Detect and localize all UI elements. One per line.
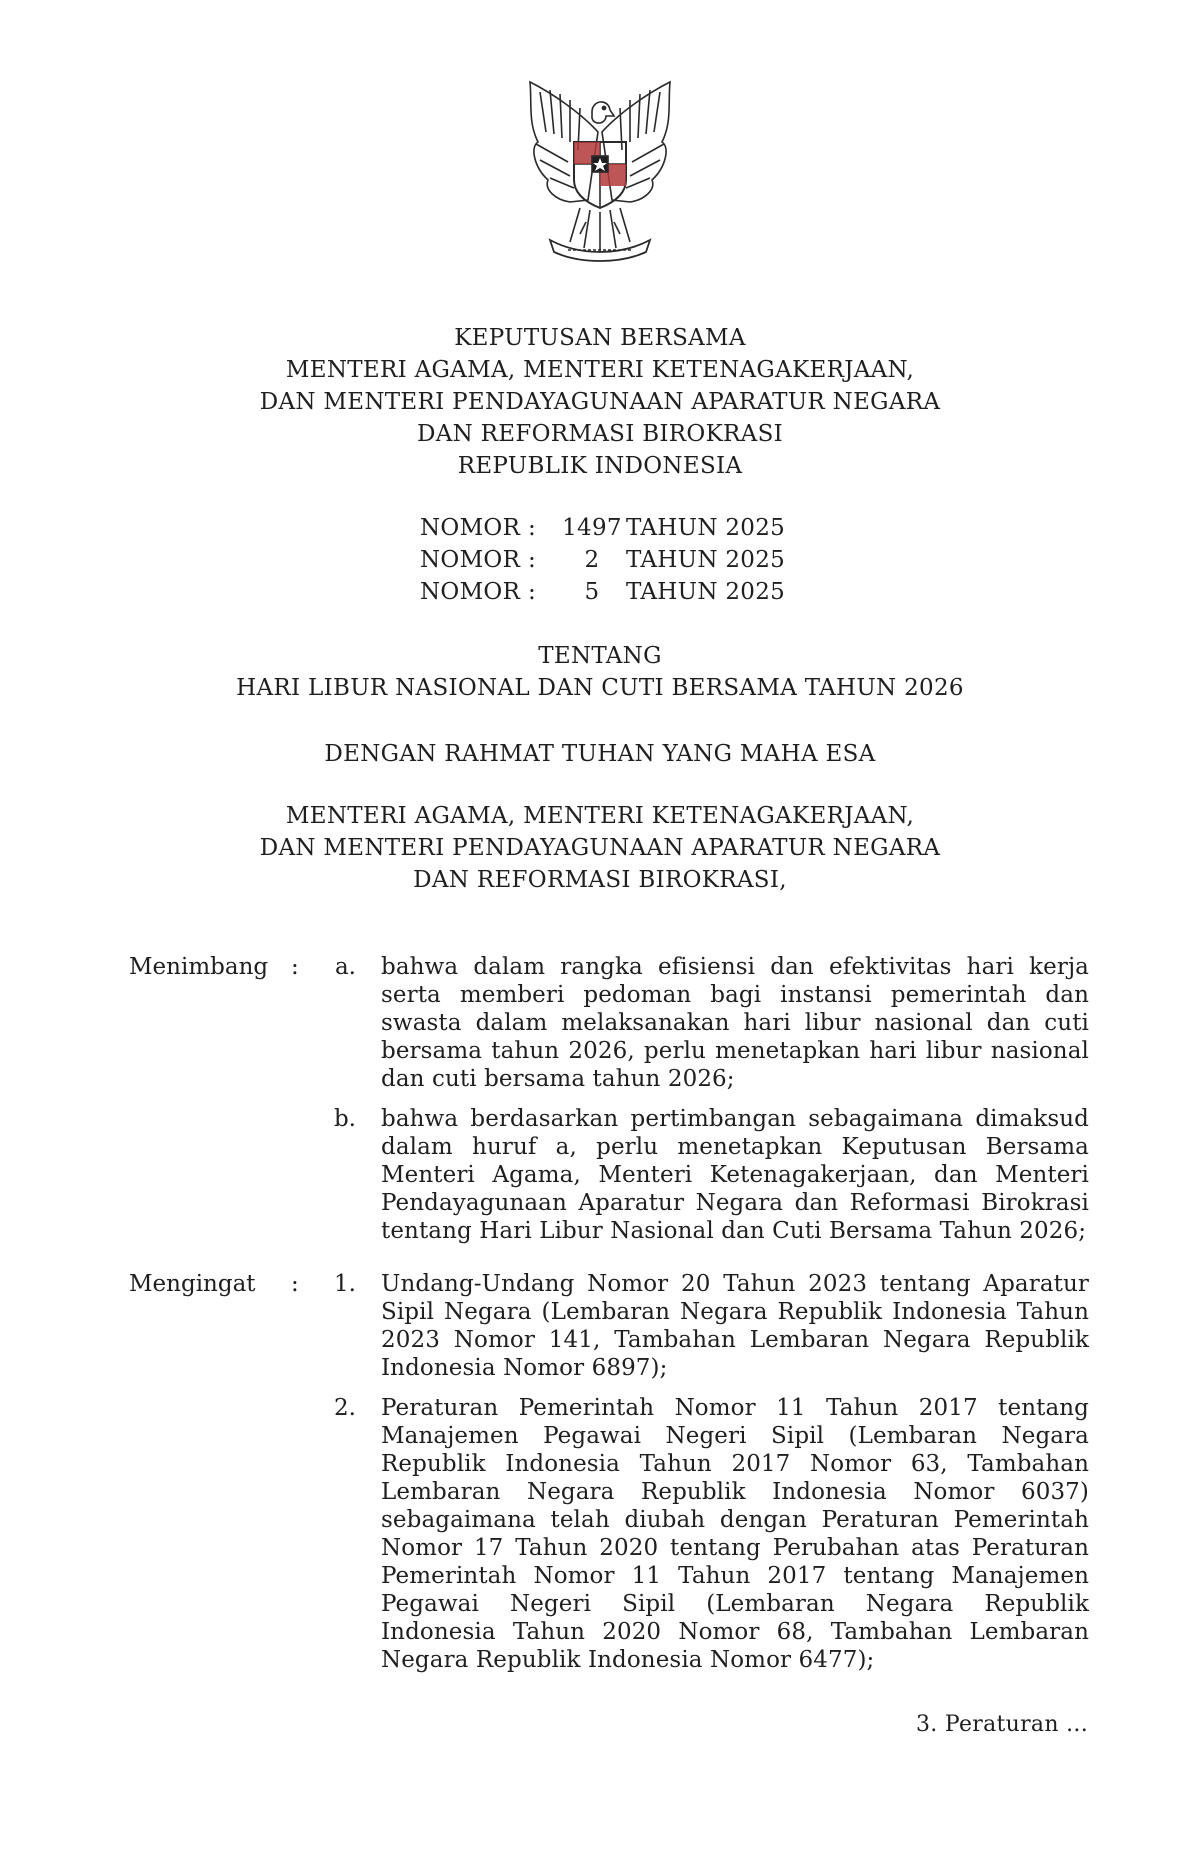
item-text: Peraturan Pemerintah Nomor 11 Tahun 2017 tentang Manajemen Pegawai Negeri Sipil (Lembaran Negara Republik Indonesia Tahun 2017 Nomor 63, Tambahan Lembaran Negara Republik Indonesia Nomor 6037) sebagaimana telah diubah dengan Peraturan Pemerintah Nomor 17 Tahun 2020 tentang Perubahan atas Peraturan Pemerintah Nomor 11 Tahun 2017 tentang Manajemen Pegawai Negeri Sipil (Lembaran Negara Republik Indonesia Tahun 2020 Nomor 68, Tambahan Lembaran Negara Republik Indonesia Nomor 6477); [381,1395,1089,1673]
nomor-year: TAHUN 2025 [626,515,786,541]
nomor-year: TAHUN 2025 [626,547,786,573]
title-line: MENTERI AGAMA, MENTERI KETENAGAKERJAAN, [285,357,915,383]
decree-numbers [420,512,820,608]
mengingat-label: Mengingat [129,1271,256,1297]
item-marker: a. [334,954,356,980]
tentang-heading: TENTANG [538,643,662,669]
ministers-line: DAN MENTERI PENDAYAGUNAAN APARATUR NEGARA [259,835,941,861]
nomor-row [420,576,820,608]
title-line: DAN MENTERI PENDAYAGUNAAN APARATUR NEGARA [259,389,941,415]
list-item [129,953,1089,1093]
ministers-line: MENTERI AGAMA, MENTERI KETENAGAKERJAAN, [285,803,915,829]
nomor-year: TAHUN 2025 [626,579,786,605]
nomor-row [420,512,820,544]
nomor-label: NOMOR [420,547,521,573]
item-text: Undang-Undang Nomor 20 Tahun 2023 tentang Aparatur Sipil Negara (Lembaran Negara Republik Indonesia Tahun 2023 Nomor 141, Tambahan Lembaran Negara Republik Indonesia Nomor 6897); [381,1271,1089,1381]
item-text: bahwa berdasarkan pertimbangan sebagaimana dimaksud dalam huruf a, perlu menetapkan Keputusan Bersama Menteri Agama, Menteri Ketenagakerjaan, dan Menteri Pendayagunaan Aparatur Negara dan Reformasi Birokrasi tentang Hari Libur Nasional dan Cuti Bersama Tahun 2026; [381,1106,1089,1244]
ministers-heading [0,800,1200,896]
decree-title [0,322,1200,482]
decree-subject [0,640,1200,704]
section-colon: : [291,1271,299,1297]
nomor-label: NOMOR [420,515,521,541]
invocation [0,738,1200,770]
mengingat-section [129,1270,1089,1674]
section-colon: : [291,954,299,980]
nomor-colon: : [528,579,537,605]
nomor-number: 1497 [562,515,622,541]
item-marker: 2. [334,1395,356,1421]
title-line: REPUBLIK INDONESIA [457,453,743,479]
item-text: bahwa dalam rangka efisiensi dan efektivitas hari kerja serta memberi pedoman bagi instansi pemerintah dan swasta dalam melaksanakan hari libur nasional dan cuti bersama tahun 2026, perlu menetapkan hari libur nasional dan cuti bersama tahun 2026; [381,954,1089,1092]
invocation-line: DENGAN RAHMAT TUHAN YANG MAHA ESA [324,741,876,767]
menimbang-section [129,953,1089,1245]
nomor-row [420,544,820,576]
list-item [129,1105,1089,1245]
nomor-colon: : [528,515,537,541]
ministers-line: DAN REFORMASI BIROKRASI, [413,867,787,893]
menimbang-label: Menimbang [129,954,269,980]
nomor-label: NOMOR [420,579,521,605]
continuation-note: 3. Peraturan ... [915,1712,1088,1737]
list-item [129,1394,1089,1674]
title-line: KEPUTUSAN BERSAMA [454,325,746,351]
item-marker: b. [333,1106,356,1132]
garuda-pancasila-emblem-icon [510,72,690,272]
nomor-number: 2 [584,547,600,573]
nomor-colon: : [528,547,537,573]
nomor-number: 5 [584,579,600,605]
subject-line: HARI LIBUR NASIONAL DAN CUTI BERSAMA TAHUN 2026 [236,675,964,701]
list-item [129,1270,1089,1382]
item-marker: 1. [334,1271,356,1297]
title-line: DAN REFORMASI BIROKRASI [416,421,784,447]
